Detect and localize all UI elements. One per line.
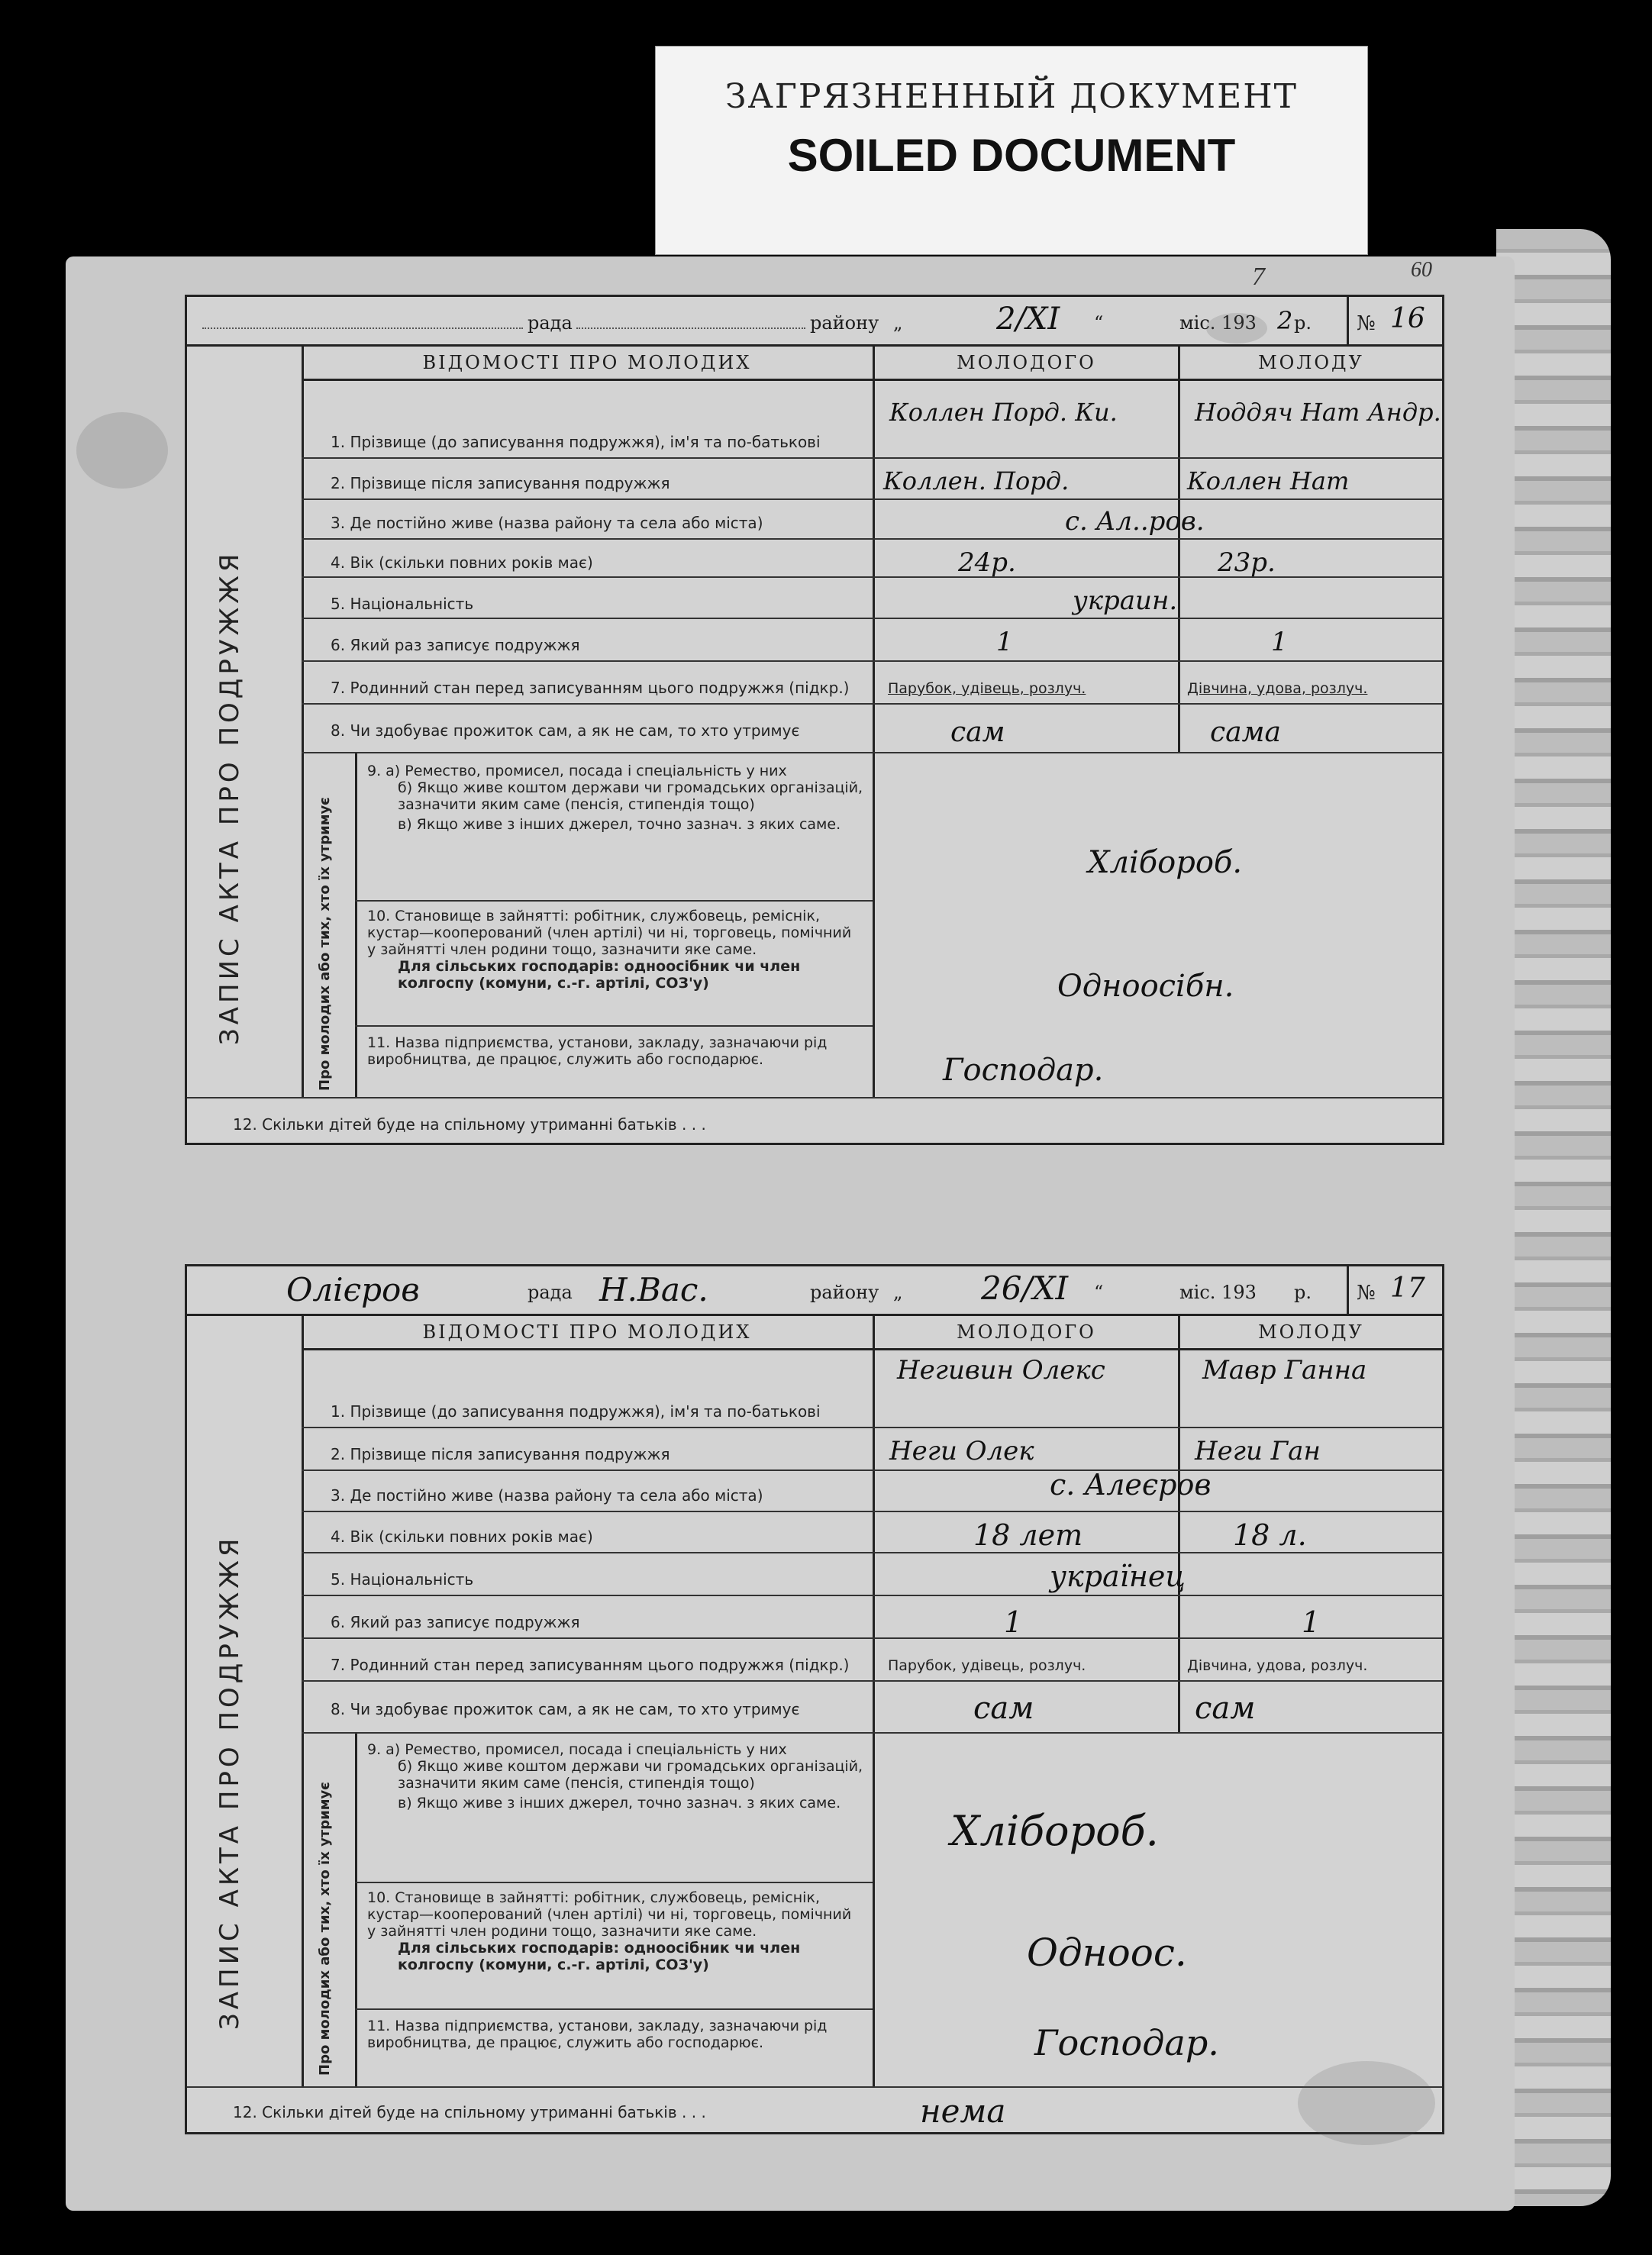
- groom-status-options: Парубок, удівець, розлуч.: [888, 680, 1086, 697]
- stain: [1298, 2061, 1435, 2145]
- bride-support: сам: [1195, 1691, 1256, 1726]
- residence: с. Алеєров: [1050, 1468, 1212, 1502]
- groom-support: сам: [973, 1691, 1034, 1726]
- groom-marriage-count: 1: [996, 627, 1013, 657]
- workplace: Господар.: [1034, 2022, 1219, 2063]
- page-number-right: 60: [1411, 258, 1432, 282]
- village-handwritten: Олієров: [286, 1271, 420, 1308]
- employment-status: Одноос.: [1027, 1931, 1187, 1975]
- date-handwritten: 26/XI: [981, 1269, 1069, 1307]
- bride-marriage-count: 1: [1271, 627, 1288, 657]
- page-number-left: 7: [1252, 263, 1265, 291]
- bride-surname-after: Неги Ган: [1195, 1436, 1321, 1466]
- rada-label: рада: [528, 312, 573, 334]
- record-number: 17: [1390, 1273, 1425, 1304]
- groom-marriage-count: 1: [1004, 1605, 1023, 1639]
- bride-age: 18 л.: [1233, 1518, 1307, 1552]
- form-header: рада району „ 2/XI “ міс. 193 2 р. № 16: [187, 297, 1442, 347]
- soiled-document-label: [655, 46, 1368, 255]
- month-year-label: міс. 193: [1179, 312, 1257, 334]
- groom-name: Коллен Порд. Ки.: [889, 398, 1118, 427]
- groom-surname-after: Коллен. Порд.: [883, 466, 1070, 495]
- bride-status-options: Дівчина, удова, розлуч.: [1187, 680, 1368, 697]
- bride-marriage-count: 1: [1302, 1605, 1321, 1639]
- col-groom-header: МОЛОДОГО: [873, 344, 1178, 381]
- label-english: SOILED DOCUMENT: [787, 130, 1236, 181]
- record-number: 16: [1390, 303, 1425, 334]
- groom-name: Негивин Олекс: [897, 1355, 1105, 1386]
- record-number-box: № 16: [1347, 297, 1442, 344]
- bride-age: 23р.: [1218, 547, 1276, 578]
- stain: [1206, 313, 1267, 344]
- groom-support: сам: [950, 717, 1005, 748]
- form-header: Олієров рада Н.Вас. району „ 26/XI “ міс. 193 р. № 17: [187, 1266, 1442, 1316]
- groom-age: 24р.: [958, 547, 1016, 578]
- date-handwritten: 2/XI: [996, 302, 1060, 337]
- marriage-record-form-1: рада району „ 2/XI “ міс. 193 2 р. № 16 ВІДОМОСТІ ПРО МОЛОДИХ МОЛОДОГО МОЛОДУ ЗАПИС АКТА ПРО ПОДРУЖЖЯ Про молодих або тих, хто їх утримує 1. Прізвище (до записування подружжя), ім'я та по-батькові 2. Прізвище після записування подружжя 3. Де постійно живе (назва району та села або міста) 4. Вік (скільки повних років має) 5. Національність 6. Який раз записує подружжя 7. Родинний стан перед записуванням цього подружжя (підкр.) 8. Чи здобуває прожиток сам, а як не сам, то хто утримує 9. а) Ремество, промисел, посада і спеціальність у них б) Якщо живе коштом держави чи громадських організацій, зазначити яким саме (пенсія, стипендія тощо) в) Якщо живе з інших джерел, точно зазнач. з яких саме. 10. Становище в зайнятті: робітник, службовець, реміснік, кустар—кооперований (член артілі) чи ні, торговець, помічний у зайнятті член родини тощо, зазначити яке саме. Для сільських господарів: одноосібник чи член колгоспу (комуни, с.-г. артілі, СОЗ'у) 11. Назва підприємства, установи, закладу, зазначаючи рід виробництва, де працює, служить або господарює. 12. Скільки дітей буде на спільному утриманні батьків . . . Коллен Порд. Ки. Ноддяч Нат Андр. Коллен. Порд. Коллен Нат с. Ал..ров. 24р. 23р. украин. 1 1 Парубок, удівець, розлуч. Дівчина, удова, розлуч. сам сама Хлібороб. Одноосібн. Господар.: [185, 295, 1444, 1145]
- bride-name: Мавр Ганна: [1202, 1355, 1367, 1386]
- col-info-header: ВІДОМОСТІ ПРО МОЛОДИХ: [302, 344, 873, 381]
- workplace: Господар.: [943, 1053, 1104, 1088]
- nationality: украин.: [1073, 586, 1178, 616]
- year-digit: 2: [1277, 306, 1293, 335]
- record-number-box: № 17: [1347, 1266, 1442, 1314]
- occupation: Хлібороб.: [1088, 845, 1243, 880]
- bride-name: Ноддяч Нат Андр.: [1195, 398, 1441, 427]
- vertical-title: ЗАПИС АКТА ПРО ПОДРУЖЖЯ: [215, 550, 245, 1045]
- col-bride-header: МОЛОДУ: [1178, 344, 1442, 381]
- children-count: нема: [920, 2092, 1006, 2130]
- raion-label: району: [810, 312, 879, 334]
- marriage-record-form-2: Олієров рада Н.Вас. району „ 26/XI “ міс. 193 р. № 17 ВІДОМОСТІ ПРО МОЛОДИХ МОЛОДОГО МОЛОДУ ЗАПИС АКТА ПРО ПОДРУЖЖЯ Про молодих або тих, хто їх утримує 1. Прізвище (до записування подружжя), ім'я та по-батькові 2. Прізвище після записування подружжя 3. Де постійно живе (назва району та села або міста) 4. Вік (скільки повних років має) 5. Національність 6. Який раз записує подружжя 7. Родинний стан перед записуванням цього подружжя (підкр.) 8. Чи здобуває прожиток сам, а як не сам, то хто утримує 9. а) Ремество, промисел, посада і спеціальність у них б) Якщо живе коштом держави чи громадських організацій, зазначити яким саме (пенсія, стипендія тощо) в) Якщо живе з інших джерел, точно зазнач. з яких саме. 10. Становище в зайнятті: робітник, службовець, реміснік, кустар—кооперований (член артілі) чи ні, торговець, помічний у зайнятті член родини тощо, зазначити яке саме. Для сільських господарів: одноосібник чи член колгоспу (комуни, с.-г. артілі, СОЗ'у) 11. Назва підприємства, установи, закладу, зазначаючи рід виробництва, де працює, служить або господарює. 12. Скільки дітей буде на спільному утриманні батьків . . . Негивин Олекс Мавр Ганна Неги Олек Неги Ган с. Алеєров 18 лет 18 л. українец 1 1 Парубок, удівець, розлуч. Дівчина, удова, розлуч. сам сам Хлібороб. Одноос. Господар. нема: [185, 1264, 1444, 2134]
- label-russian: ЗАГРЯЗНЕННЫЙ ДОКУМЕНТ: [725, 77, 1298, 116]
- groom-age: 18 лет: [973, 1518, 1083, 1552]
- occupation: Хлібороб.: [950, 1807, 1159, 1855]
- employment-status: Одноосібн.: [1057, 969, 1234, 1004]
- stain: [76, 412, 168, 489]
- nationality: українец: [1050, 1560, 1186, 1593]
- residence: с. Ал..ров.: [1065, 506, 1205, 537]
- vertical-subtitle: Про молодих або тих, хто їх утримує: [317, 797, 333, 1091]
- bride-support: сама: [1210, 717, 1281, 748]
- bride-surname-after: Коллен Нат: [1187, 466, 1350, 495]
- groom-surname-after: Неги Олек: [889, 1436, 1034, 1466]
- rada-name-handwritten: Н.Вас.: [599, 1271, 708, 1308]
